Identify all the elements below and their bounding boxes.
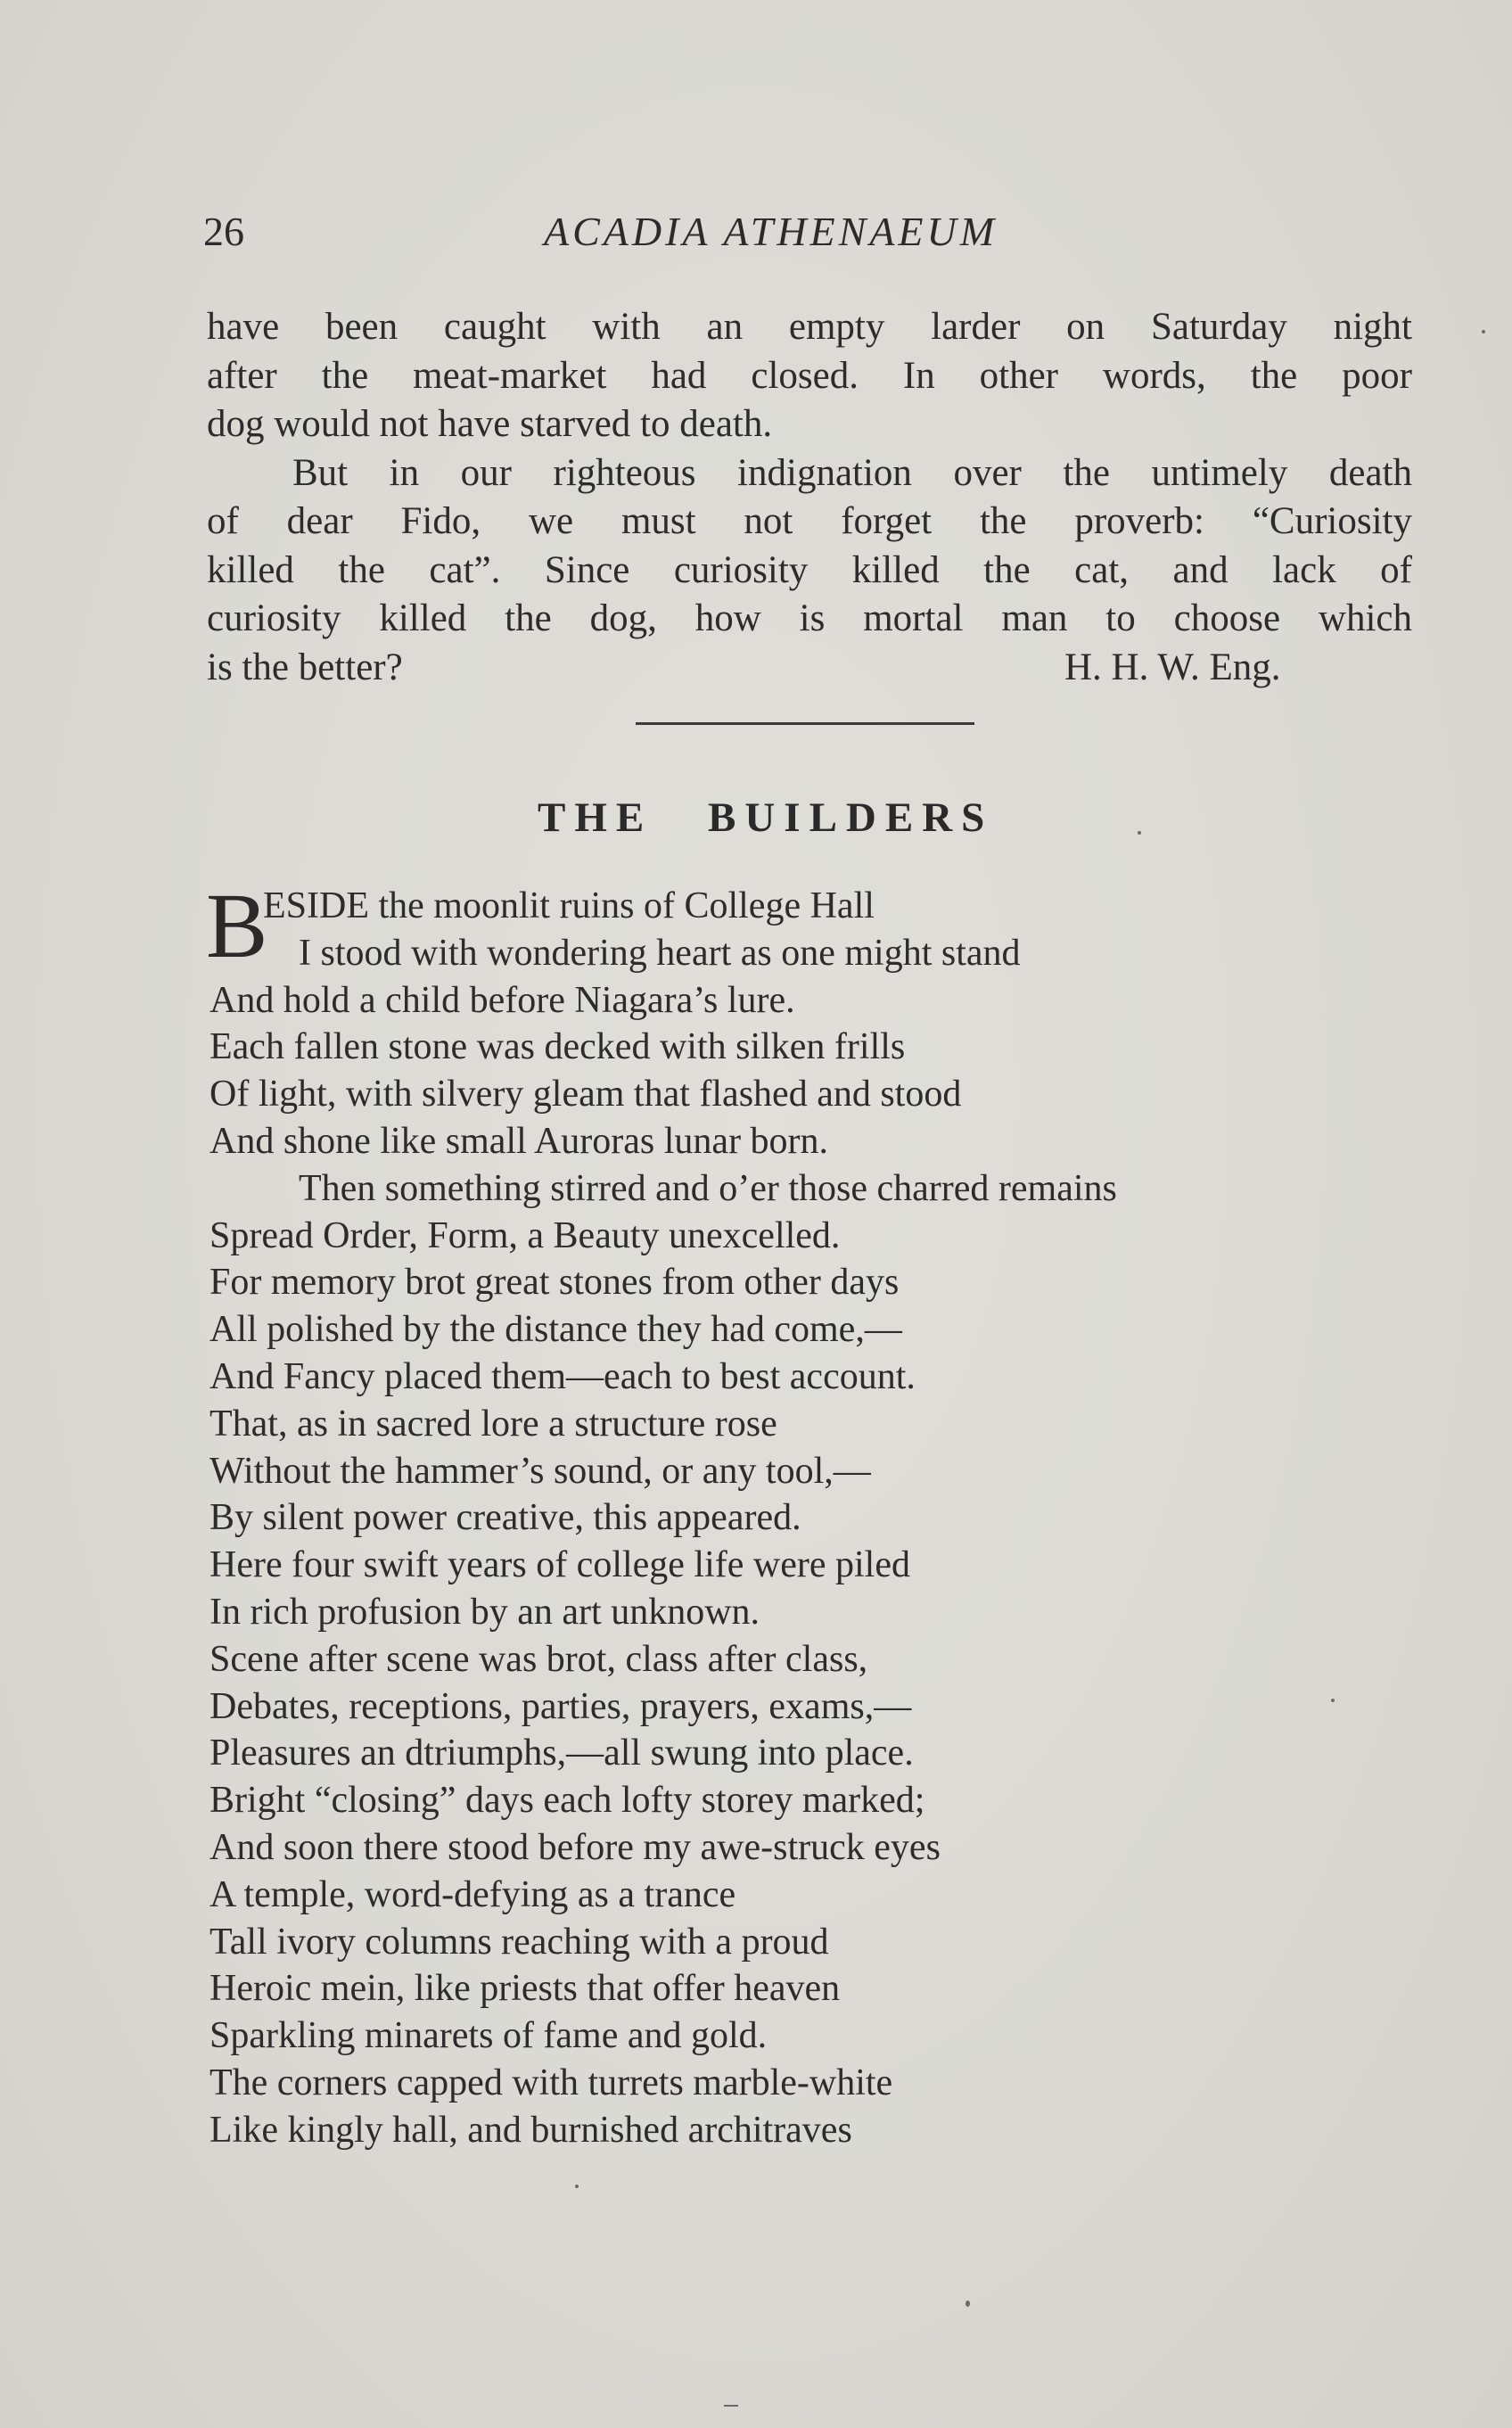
prose-line: after the meat-market had closed. In other words, the poor: [207, 354, 1412, 397]
prose-line: But in our righteous indignation over the untimely death: [292, 451, 1412, 494]
closing-text: is the better?: [207, 646, 403, 688]
running-head: [203, 208, 1398, 261]
poem-line: For memory brot great stones from other days: [210, 1262, 900, 1304]
poem-line: The corners capped with turrets marble-white: [210, 2062, 893, 2103]
paper-speck: [1482, 330, 1485, 333]
poem-line: All polished by the distance they had come,—: [210, 1309, 902, 1351]
poem-line: Like kingly hall, and burnished architraves: [210, 2109, 852, 2151]
poem-line: Of light, with silvery gleam that flashed and stood: [210, 1074, 962, 1115]
journal-title: ACADIA ATHENAEUM: [544, 209, 998, 254]
paper-speck: [724, 2405, 738, 2407]
paper-speck: [1138, 831, 1141, 835]
poem-line: That, as in sacred lore a structure rose: [210, 1403, 777, 1444]
poem-line: Bright “closing” days each lofty storey marked;: [210, 1780, 925, 1822]
prose-continuation: [207, 303, 1412, 692]
poem-line: And soon there stood before my awe-struck eyes: [210, 1826, 941, 1868]
poem-line: And hold a child before Niagara’s lure.: [210, 979, 795, 1021]
prose-line: have been caught with an empty larder on Saturday night: [207, 306, 1412, 348]
poem-body: [206, 875, 1422, 2154]
poem-line: A temple, word-defying as a trance: [210, 1873, 736, 1915]
author-signature: H. H. W. Eng.: [1064, 646, 1281, 688]
poem-line: And shone like small Auroras lunar born.: [210, 1120, 829, 1162]
poem-line: Tall ivory columns reaching with a proud: [210, 1921, 829, 1963]
poem-line: Here four swift years of college life were piled: [210, 1544, 910, 1586]
poem-line: Each fallen stone was decked with silken frills: [210, 1026, 906, 1068]
poem-line: Heroic mein, like priests that offer heaven: [210, 1968, 841, 2010]
poem-line: By silent power creative, this appeared.: [210, 1497, 801, 1539]
paper-speck: [1331, 1699, 1335, 1702]
poem-line: Spread Order, Form, a Beauty unexcelled.: [210, 1214, 841, 1256]
poem-line: Sparkling minarets of fame and gold.: [210, 2015, 768, 2057]
prose-line: of dear Fido, we must not forget the proverb: “Curiosity: [207, 500, 1412, 542]
poem-line: Debates, receptions, parties, prayers, exams,—: [210, 1685, 912, 1727]
poem-line: I stood with wondering heart as one might stand: [299, 932, 1021, 974]
prose-line: curiosity killed the dog, how is mortal man to choose which: [207, 597, 1412, 639]
poem-line: Without the hammer’s sound, or any tool,—: [210, 1450, 871, 1492]
poem-title: THE BUILDERS: [538, 794, 994, 841]
paper-speck: [575, 2185, 579, 2188]
section-divider: [636, 722, 974, 725]
prose-line: dog would not have starved to death.: [207, 403, 773, 445]
first-line-text: ESIDE the moonlit ruins of College Hall: [263, 885, 875, 926]
poem-line: And Fancy placed them—each to best account.: [210, 1355, 916, 1397]
poem-line: Pleasures an dtriumphs,—all swung into place.: [210, 1733, 914, 1774]
paper-speck: [966, 2300, 970, 2307]
closing-line: [207, 644, 1412, 693]
drop-cap: B: [206, 875, 268, 977]
poem-line: In rich profusion by an art unknown.: [210, 1591, 760, 1633]
poem-line: Scene after scene was brot, class after class,: [210, 1638, 868, 1680]
prose-line: killed the cat”. Since curiosity killed the cat, and lack of: [207, 548, 1412, 591]
page-number: 26: [203, 209, 244, 254]
poem-line: Then something stirred and o’er those charred remains: [299, 1167, 1117, 1209]
